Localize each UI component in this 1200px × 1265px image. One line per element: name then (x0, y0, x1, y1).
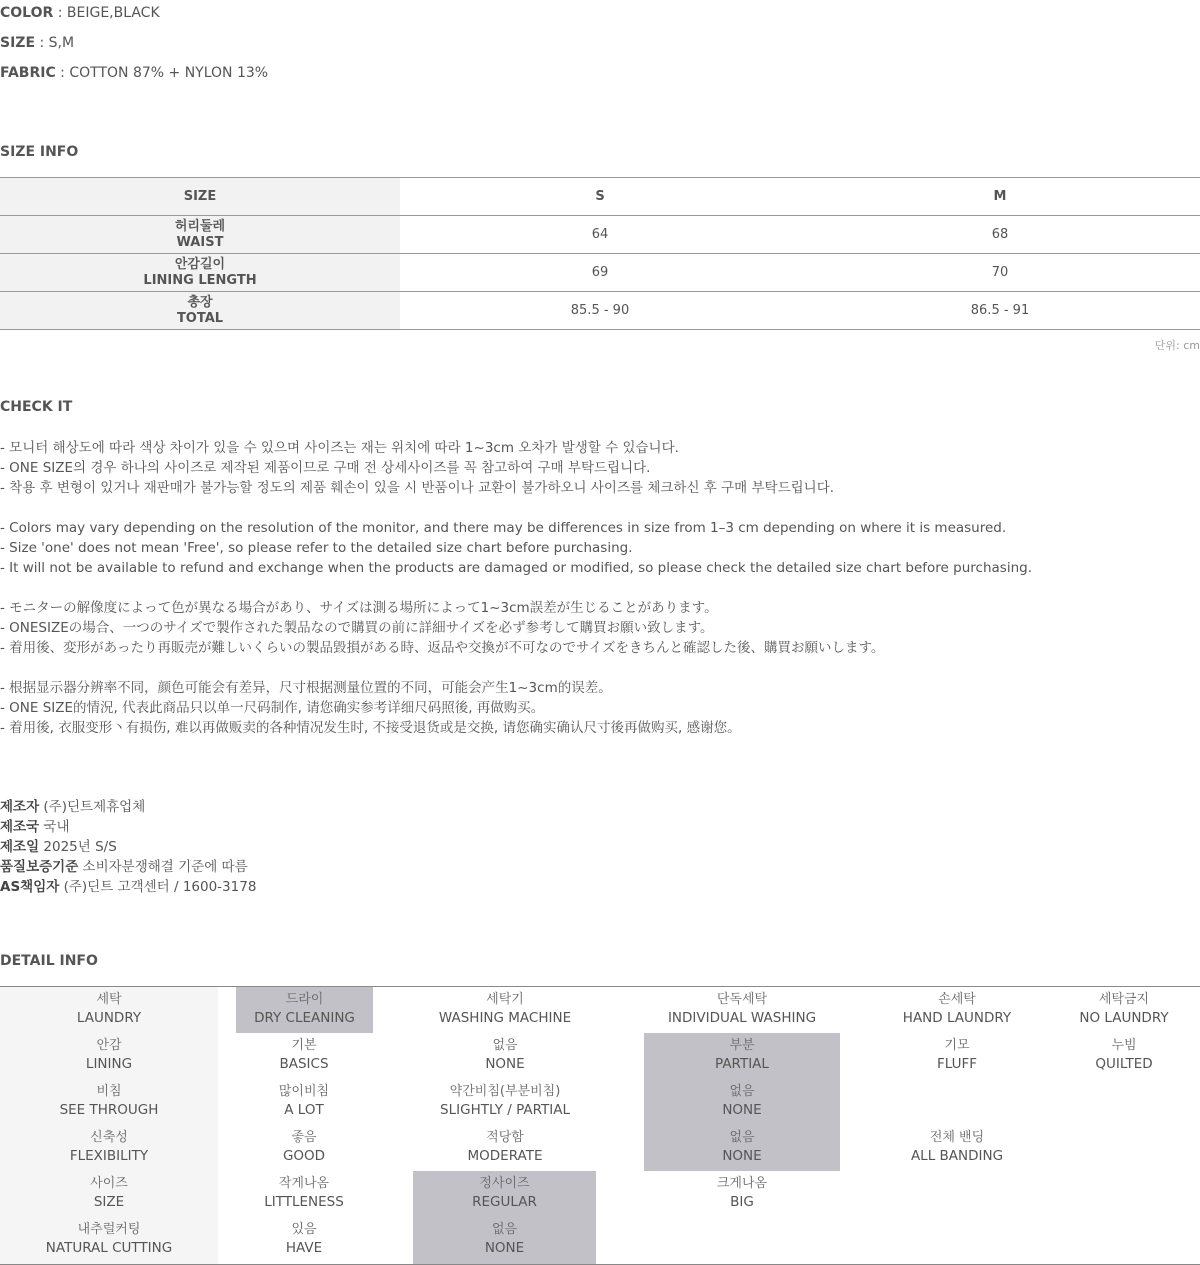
row-label-ko: 총장 (187, 294, 213, 310)
label-ko: 안감 (96, 1038, 122, 1053)
row-label-ko: 안감길이 (174, 256, 226, 272)
detail-option (234, 1129, 374, 1165)
option-en: FLUFF (936, 1056, 978, 1072)
spec-fabric-value: : COTTON 87% + NYLON 13% (55, 65, 269, 81)
note-line: - 根据显示器分辨率不同，颜色可能会有差异，尺寸根据测量位置的不同，可能会产生1~3cm的误差。 (0, 680, 612, 696)
maker-label: 제조자 (0, 799, 40, 815)
detail-option (236, 991, 373, 1027)
detail-option (642, 1037, 842, 1073)
table-cell: 64 (400, 216, 800, 254)
option-en: GOOD (282, 1148, 326, 1164)
option-ko: 부분 (729, 1038, 755, 1053)
option-en: MODERATE (467, 1148, 543, 1164)
option-en: NONE (722, 1102, 762, 1118)
detail-option (877, 991, 1037, 1027)
note-line: - 착용 후 변형이 있거나 재판매가 불가능할 정도의 제품 훼손이 있을 시 반품이나 교환이 불가하오니 사이즈를 체크하신 후 구매 부탁드립니다. (0, 480, 835, 496)
spec-size-value: : S,M (35, 35, 75, 51)
maker-label: 제조국 (0, 819, 40, 835)
detail-info-title: DETAIL INFO (0, 953, 98, 969)
option-en: HAVE (285, 1240, 323, 1256)
option-ko: 정사이즈 (479, 1176, 530, 1191)
option-ko: 없음 (491, 1222, 518, 1237)
detail-option (234, 1037, 374, 1073)
detail-option (642, 1129, 842, 1165)
table-row (0, 216, 1200, 254)
option-ko: 세탁금지 (1098, 992, 1150, 1007)
option-en: NONE (484, 1240, 525, 1256)
label-ko: 비침 (96, 1084, 122, 1099)
label-en: FLEXIBILITY (69, 1148, 149, 1164)
row-label (0, 216, 400, 254)
option-en: QUILTED (1095, 1056, 1153, 1072)
size-header-m: M (800, 178, 1200, 216)
size-header-label: SIZE (0, 178, 400, 216)
option-en: PARTIAL (715, 1056, 769, 1072)
option-ko: 전체 밴딩 (929, 1130, 985, 1145)
detail-option (877, 1037, 1037, 1073)
label-en: SIZE (93, 1194, 125, 1210)
option-ko: 없음 (492, 1038, 518, 1053)
detail-row-head (0, 1175, 218, 1211)
option-en: DRY CLEANING (254, 1010, 355, 1026)
detail-option (234, 1221, 374, 1257)
option-en: A LOT (284, 1102, 324, 1118)
maker-line (0, 797, 256, 817)
maker-line (0, 837, 256, 857)
option-en: HAND LAUNDRY (902, 1010, 1012, 1026)
row-label (0, 254, 400, 292)
detail-option (405, 1037, 605, 1073)
table-row (0, 254, 1200, 292)
detail-option (234, 1175, 374, 1211)
detail-option (413, 1221, 596, 1257)
detail-option (642, 1175, 842, 1211)
maker-line (0, 857, 256, 877)
option-ko: 약간비침(부분비침) (449, 1084, 561, 1099)
check-it-title: CHECK IT (0, 399, 73, 415)
label-en: LAUNDRY (76, 1010, 142, 1026)
option-en: ALL BANDING (910, 1148, 1004, 1164)
detail-row-head (0, 1037, 218, 1073)
table-row (0, 292, 1200, 330)
size-unit-note: 단위: cm (1154, 339, 1200, 352)
spec-size (0, 34, 74, 52)
detail-option (405, 991, 605, 1027)
table-cell: 70 (800, 254, 1200, 292)
spec-fabric-label: FABRIC (0, 65, 56, 81)
option-ko: 세탁기 (486, 992, 524, 1007)
note-line: - Colors may vary depending on the resolution of the monitor, and there may be differences in size from 1–3 cm depending on where it is measured. (0, 520, 1007, 536)
detail-option (1059, 991, 1189, 1027)
note-line: - ONESIZEの場合、一つのサイズで製作された製品なので購買の前に詳細サイズを必ず参考して購買お願い致します。 (0, 620, 714, 636)
detail-option (642, 991, 842, 1027)
detail-option (1059, 1037, 1189, 1073)
option-ko: 좋음 (291, 1130, 317, 1145)
maker-value: 국내 (39, 819, 70, 835)
size-table-header (0, 178, 1200, 216)
detail-option (405, 1083, 605, 1119)
note-line: - ONE SIZE의 경우 하나의 사이즈로 제작된 제품이므로 구매 전 상세사이즈를 꼭 참고하여 구매 부탁드립니다. (0, 460, 651, 476)
note-line: - It will not be available to refund and exchange when the products are damaged or modified, so please check the detailed size chart before purchasing. (0, 560, 1032, 576)
table-cell: 68 (800, 216, 1200, 254)
label-ko: 세탁 (96, 992, 122, 1007)
option-ko: 단독세탁 (716, 992, 768, 1007)
detail-row-head (0, 1083, 218, 1119)
spec-color (0, 4, 160, 22)
detail-info-grid (0, 986, 1200, 1265)
option-en: REGULAR (472, 1194, 537, 1210)
table-cell: 69 (400, 254, 800, 292)
spec-size-label: SIZE (0, 35, 36, 51)
table-cell: 86.5 - 91 (800, 292, 1200, 330)
row-label (0, 292, 400, 330)
option-en: LITTLENESS (264, 1194, 344, 1210)
option-ko: 적당함 (486, 1130, 524, 1145)
option-en: WASHING MACHINE (438, 1010, 572, 1026)
option-ko: 없음 (729, 1084, 755, 1099)
spec-color-label: COLOR (0, 5, 54, 21)
check-it-notes (0, 438, 1032, 738)
option-ko: 작게나옴 (278, 1176, 330, 1191)
maker-line (0, 877, 256, 897)
size-table (0, 177, 1200, 330)
row-label-en: TOTAL (176, 310, 224, 326)
spec-color-value: : BEIGE,BLACK (53, 5, 160, 21)
maker-line (0, 817, 256, 837)
maker-value: (주)딘트제휴업체 (39, 799, 146, 815)
option-ko: 기모 (944, 1038, 970, 1053)
manufacturer-info (0, 797, 256, 897)
detail-option (642, 1083, 842, 1119)
label-en: SEE THROUGH (59, 1102, 159, 1118)
detail-row-head (0, 991, 218, 1027)
row-label-en: WAIST (176, 234, 224, 250)
detail-row-head (0, 1221, 218, 1257)
detail-option (405, 1129, 605, 1165)
maker-label: 품질보증기준 (0, 859, 79, 875)
option-en: SLIGHTLY / PARTIAL (440, 1102, 570, 1118)
option-ko: 손세탁 (938, 992, 976, 1007)
option-ko: 없음 (729, 1130, 755, 1145)
table-cell: 85.5 - 90 (400, 292, 800, 330)
size-info-title: SIZE INFO (0, 144, 79, 160)
row-label-ko: 허리둘레 (174, 218, 226, 234)
row-label-en: LINING LENGTH (143, 272, 257, 288)
option-ko: 누빔 (1111, 1038, 1137, 1053)
label-en: LINING (85, 1056, 133, 1072)
note-line: - モニターの解像度によって色が異なる場合があり、サイズは測る場所によって1~3cm誤差が生じることがあります。 (0, 600, 718, 616)
detail-option (234, 1083, 374, 1119)
size-header-s: S (400, 178, 800, 216)
option-en: NO LAUNDRY (1079, 1010, 1169, 1026)
option-en: NONE (722, 1148, 762, 1164)
maker-value: (주)딘트 고객센터 / 1600-3178 (59, 879, 257, 895)
option-en: INDIVIDUAL WASHING (667, 1010, 817, 1026)
maker-value: 2025년 S/S (39, 839, 117, 855)
label-ko: 사이즈 (90, 1176, 128, 1191)
note-line: - 모니터 해상도에 따라 색상 차이가 있을 수 있으며 사이즈는 재는 위치에 따라 1~3cm 오차가 발생할 수 있습니다. (0, 440, 679, 456)
option-en: BASICS (279, 1056, 329, 1072)
detail-option (413, 1175, 596, 1211)
maker-label: AS책임자 (0, 879, 60, 895)
maker-label: 제조일 (0, 839, 40, 855)
label-ko: 내추럴커팅 (77, 1222, 141, 1237)
label-ko: 신축성 (90, 1130, 128, 1145)
note-line: - ONE SIZE的情況, 代表此商品只以单一尺码制作, 请您确实参考详细尺码照後, 再做购买。 (0, 700, 545, 716)
option-ko: 있음 (291, 1222, 317, 1237)
spec-fabric (0, 64, 268, 82)
note-line: - 着用後, 衣服变形丶有损伤, 难以再做贩卖的各种情况发生时, 不接受退货或是交换, 请您确实确认尺寸後再做购买, 感谢您。 (0, 720, 741, 736)
option-en: NONE (485, 1056, 525, 1072)
maker-value: 소비자분쟁해결 기준에 따름 (78, 859, 248, 875)
option-ko: 기본 (291, 1038, 317, 1053)
label-en: NATURAL CUTTING (45, 1240, 173, 1256)
detail-option (877, 1129, 1037, 1165)
option-ko: 많이비침 (278, 1084, 330, 1099)
option-en: BIG (730, 1194, 754, 1210)
option-ko: 드라이 (285, 992, 324, 1007)
detail-row-head (0, 1129, 218, 1165)
note-line: - Size 'one' does not mean 'Free', so please refer to the detailed size chart before purchasing. (0, 540, 633, 556)
note-line: - 着用後、変形があったり再販売が難しいくらいの製品毀損がある時、返品や交換が不可なのでサイズをきちんと確認した後、購買お願いします。 (0, 640, 885, 656)
option-ko: 크게나옴 (716, 1176, 768, 1191)
